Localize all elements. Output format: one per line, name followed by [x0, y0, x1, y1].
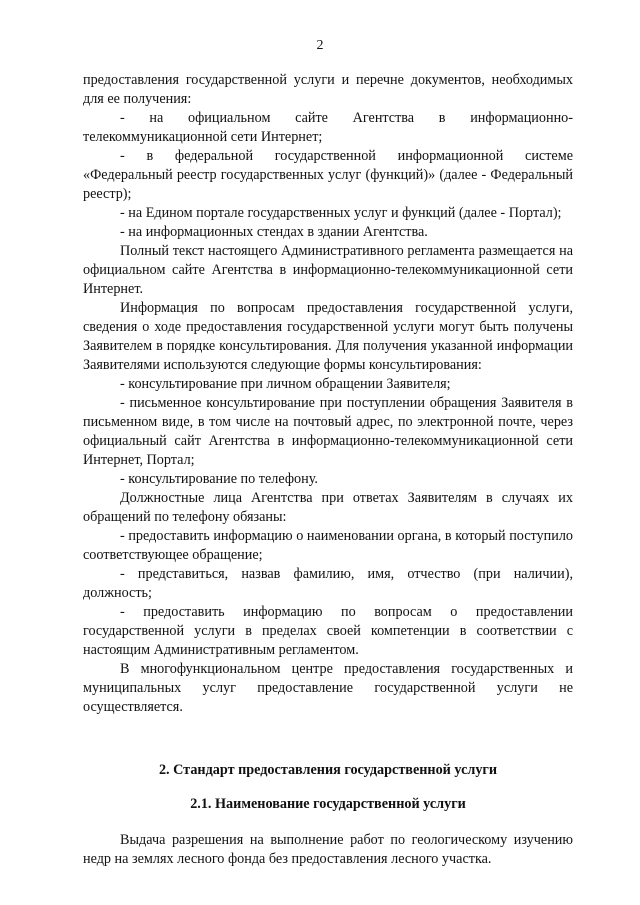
document-body	[83, 71, 573, 869]
paragraph: Полный текст настоящего Административного регламента размещается на официальном сайте Агентства в информационно-телекоммуникационной сети Интернет.	[83, 243, 573, 297]
list-item: - предоставить информацию по вопросам о предоставлении государственной услуги в пределах своей компетенции в соответствии с настоящим Административным регламентом.	[83, 604, 573, 658]
paragraph: Должностные лица Агентства при ответах Заявителям в случаях их обращений по телефону обязаны:	[83, 490, 573, 525]
list-item: - представиться, назвав фамилию, имя, отчество (при наличии), должность;	[83, 566, 573, 601]
paragraph: предоставления государственной услуги и перечне документов, необходимых для ее получения:	[83, 72, 573, 107]
list-item: - письменное консультирование при поступлении обращения Заявителя в письменном виде, в том числе на почтовый адрес, по электронной почте, через официальный сайт Агентства в информационно-телекоммуникационной сети Интернет, Портал;	[83, 395, 573, 468]
subsection-heading: 2.1. Наименование государственной услуги	[190, 796, 466, 812]
list-item: - на Едином портале государственных услуг и функций (далее - Портал);	[120, 205, 562, 221]
list-item: - на официальном сайте Агентства в информационно-телекоммуникационной сети Интернет;	[83, 110, 573, 145]
page-number: 2	[316, 38, 324, 53]
section-heading: 2. Стандарт предоставления государственной услуги	[158, 762, 498, 778]
paragraph: В многофункциональном центре предоставления государственных и муниципальных услуг предоставление государственной услуги не осуществляется.	[83, 661, 573, 715]
list-item: - консультирование по телефону.	[120, 471, 318, 487]
list-item: - на информационных стендах в здании Агентства.	[120, 224, 428, 240]
paragraph: Информация по вопросам предоставления государственной услуги, сведения о ходе предоставления государственной услуги могут быть получены Заявителем в порядке консультирования. Для получения указанной информации Заявителями используются следующие формы консультирования:	[83, 300, 573, 373]
list-item: - в федеральной государственной информационной системе «Федеральный реестр государственных услуг (функций)» (далее - Федеральный реестр);	[83, 148, 573, 202]
list-item: - консультирование при личном обращении Заявителя;	[120, 376, 451, 392]
paragraph: Выдача разрешения на выполнение работ по геологическому изучению недр на землях лесного фонда без предоставления лесного участка.	[83, 832, 573, 867]
list-item: - предоставить информацию о наименовании органа, в который поступило соответствующее обращение;	[83, 528, 573, 563]
